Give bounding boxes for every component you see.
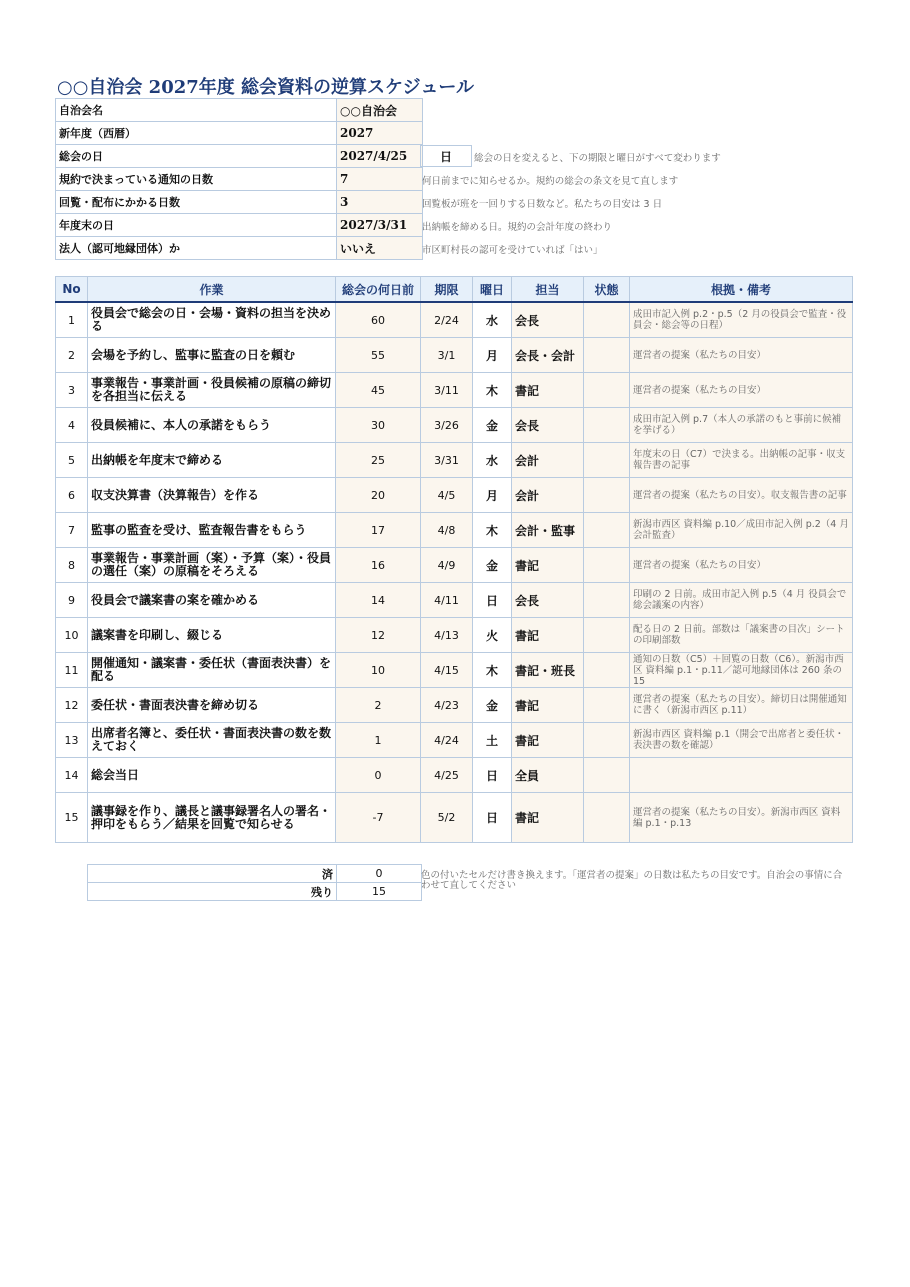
days-before-cell[interactable]: 55 [336,338,421,373]
row-number: 7 [56,513,88,548]
table-row [56,513,853,548]
settings-label: 総会の日 [56,145,337,168]
settings-value-cell[interactable]: 3 [337,191,423,214]
status-cell[interactable] [584,513,630,548]
settings-row [56,122,423,145]
days-before-cell[interactable]: 2 [336,688,421,723]
basis-cell[interactable]: 新潟市西区 資料編 p.10／成田市記入例 p.2（4 月 会計監査） [630,513,853,548]
days-before-cell[interactable]: -7 [336,793,421,843]
status-cell[interactable] [584,688,630,723]
day-of-week-cell: 日 [473,793,512,843]
task-cell: 開催通知・議案書・委任状（書面表決書）を配る [88,653,336,688]
task-cell: 役員会で総会の日・会場・資料の担当を決める [88,302,336,338]
deadline-cell: 4/24 [421,723,473,758]
settings-row [56,214,423,237]
task-cell: 委任状・書面表決書を締め切る [88,688,336,723]
table-row [56,723,853,758]
task-cell: 収支決算書（決算報告）を作る [88,478,336,513]
settings-row [56,237,423,260]
task-cell: 事業報告・事業計画（案）・予算（案）・役員の選任（案）の原稿をそろえる [88,548,336,583]
settings-label: 規約で決まっている通知の日数 [56,168,337,191]
row-number: 4 [56,408,88,443]
deadline-cell: 5/2 [421,793,473,843]
table-row [56,338,853,373]
basis-cell[interactable] [630,758,853,793]
owner-cell[interactable]: 書記 [512,548,584,583]
remaining-count: 15 [337,883,422,901]
row-number: 13 [56,723,88,758]
row-number: 1 [56,302,88,338]
meeting-day-of-week: 日 [420,145,472,167]
day-of-week-cell: 日 [473,583,512,618]
settings-label: 新年度（西暦） [56,122,337,145]
days-before-cell[interactable]: 16 [336,548,421,583]
header-day-of-week: 曜日 [473,277,512,303]
table-row [56,653,853,688]
status-cell[interactable] [584,583,630,618]
row-number: 10 [56,618,88,653]
owner-cell[interactable]: 書記 [512,373,584,408]
deadline-cell: 4/13 [421,618,473,653]
remaining-label: 残り [88,883,337,901]
day-of-week-cell: 土 [473,723,512,758]
status-cell[interactable] [584,478,630,513]
basis-cell[interactable]: 年度末の日（C7）で決まる。出納帳の記事・収支報告書の記事 [630,443,853,478]
status-cell[interactable] [584,723,630,758]
deadline-cell: 3/1 [421,338,473,373]
deadline-cell: 4/23 [421,688,473,723]
owner-cell[interactable]: 会長 [512,302,584,338]
owner-cell[interactable]: 会計・監事 [512,513,584,548]
owner-cell[interactable]: 会長・会計 [512,338,584,373]
owner-cell[interactable]: 書記 [512,618,584,653]
day-of-week-cell: 金 [473,408,512,443]
table-row [56,443,853,478]
task-cell: 出席者名簿と、委任状・書面表決書の数を数えておく [88,723,336,758]
settings-table [55,98,423,260]
basis-cell[interactable]: 新潟市西区 資料編 p.1（開会で出席者と委任状・表決書の数を確認） [630,723,853,758]
day-of-week-cell: 月 [473,338,512,373]
status-cell[interactable] [584,443,630,478]
deadline-cell: 3/26 [421,408,473,443]
task-cell: 役員会で議案書の案を確かめる [88,583,336,618]
basis-cell[interactable]: 運営者の提案（私たちの目安） [630,338,853,373]
task-cell: 議事録を作り、議長と議事録署名人の署名・押印をもらう／結果を回覧で知らせる [88,793,336,843]
settings-note-circulation-days: 回覧板が班を一回りする日数など。私たちの目安は 3 日 [422,199,663,210]
settings-note-notice-days: 何日前までに知らせるか。規約の総会の条文を見て直します [422,176,679,187]
row-number: 9 [56,583,88,618]
basis-cell[interactable]: 成田市記入例 p.7（本人の承諾のもと事前に候補を挙げる） [630,408,853,443]
days-before-cell[interactable]: 0 [336,758,421,793]
settings-value-cell[interactable]: 2027 [337,122,423,145]
row-number: 5 [56,443,88,478]
days-before-cell[interactable]: 20 [336,478,421,513]
table-row [56,478,853,513]
header-days-before: 総会の何日前 [336,277,421,303]
row-number: 2 [56,338,88,373]
basis-cell[interactable]: 運営者の提案（私たちの目安）。新潟市西区 資料編 p.1・p.13 [630,793,853,843]
task-cell: 役員候補に、本人の承諾をもらう [88,408,336,443]
table-row [56,373,853,408]
day-of-week-cell: 日 [473,758,512,793]
days-before-cell[interactable]: 45 [336,373,421,408]
settings-label: 回覧・配布にかかる日数 [56,191,337,214]
table-row [56,302,853,338]
table-row [56,548,853,583]
settings-value-cell[interactable]: いいえ [337,237,423,260]
status-cell[interactable] [584,758,630,793]
meeting-date-note: 総会の日を変えると、下の期限と曜日がすべて変わります [474,153,721,164]
days-before-cell[interactable]: 10 [336,653,421,688]
header-task: 作業 [88,277,336,303]
status-cell[interactable] [584,408,630,443]
deadline-cell: 4/5 [421,478,473,513]
owner-cell[interactable]: 書記・班長 [512,653,584,688]
status-cell[interactable] [584,618,630,653]
footer-note: 色の付いたセルだけ書き換えます。「運営者の提案」の日数は私たちの目安です。自治会の事情に合わせて直してください [421,870,843,891]
deadline-cell: 4/25 [421,758,473,793]
settings-value-cell[interactable]: 2027/4/25 [337,145,423,168]
task-cell: 会場を予約し、監事に監査の日を頼む [88,338,336,373]
status-cell[interactable] [584,302,630,338]
task-cell: 議案書を印刷し、綴じる [88,618,336,653]
settings-value-cell[interactable]: 7 [337,168,423,191]
deadline-cell: 2/24 [421,302,473,338]
done-count: 0 [337,865,422,883]
settings-row [56,145,423,168]
status-cell[interactable] [584,338,630,373]
table-row [56,618,853,653]
table-row [56,758,853,793]
owner-cell[interactable]: 会長 [512,408,584,443]
owner-cell[interactable]: 書記 [512,793,584,843]
day-of-week-cell: 月 [473,478,512,513]
settings-row [56,99,423,122]
status-cell[interactable] [584,793,630,843]
days-before-cell[interactable]: 25 [336,443,421,478]
basis-cell[interactable]: 運営者の提案（私たちの目安） [630,548,853,583]
days-before-cell[interactable]: 30 [336,408,421,443]
settings-note-corporation: 市区町村長の認可を受けていれば「はい」 [422,245,603,256]
table-row [56,688,853,723]
row-number: 12 [56,688,88,723]
schedule-table [55,276,853,843]
settings-label: 自治会名 [56,99,337,122]
deadline-cell: 4/8 [421,513,473,548]
table-row [56,583,853,618]
row-number: 6 [56,478,88,513]
owner-cell[interactable]: 全員 [512,758,584,793]
deadline-cell: 3/11 [421,373,473,408]
basis-cell[interactable]: 運営者の提案（私たちの目安）。収支報告書の記事 [630,478,853,513]
deadline-cell: 4/9 [421,548,473,583]
owner-cell[interactable]: 会長 [512,583,584,618]
owner-cell[interactable]: 書記 [512,723,584,758]
task-cell: 事業報告・事業計画・役員候補の原稿の締切を各担当に伝える [88,373,336,408]
settings-note-year-end: 出納帳を締める日。規約の会計年度の終わり [422,222,613,233]
basis-cell[interactable]: 運営者の提案（私たちの目安） [630,373,853,408]
page-title: ○○自治会 2027年度 総会資料の逆算スケジュール [57,77,474,98]
deadline-cell: 3/31 [421,443,473,478]
table-row [56,408,853,443]
row-number: 11 [56,653,88,688]
row-number: 3 [56,373,88,408]
day-of-week-cell: 金 [473,548,512,583]
day-of-week-cell: 火 [473,618,512,653]
owner-cell[interactable]: 書記 [512,688,584,723]
status-cell[interactable] [584,548,630,583]
header-basis: 根拠・備考 [630,277,853,303]
owner-cell[interactable]: 会計 [512,478,584,513]
done-label: 済 [88,865,337,883]
settings-label: 法人（認可地縁団体）か [56,237,337,260]
status-cell[interactable] [584,373,630,408]
day-of-week-cell: 木 [473,653,512,688]
basis-cell[interactable]: 通知の日数（C5）＋回覧の日数（C6）。新潟市西区 資料編 p.1・p.11／認可地縁団体は 260 条の 15 [630,653,853,688]
day-of-week-cell: 水 [473,302,512,338]
settings-label: 年度末の日 [56,214,337,237]
days-before-cell[interactable]: 1 [336,723,421,758]
settings-row [56,168,423,191]
day-of-week-cell: 水 [473,443,512,478]
header-status: 状態 [584,277,630,303]
settings-value-cell[interactable]: 2027/3/31 [337,214,423,237]
day-of-week-cell: 木 [473,373,512,408]
days-before-cell[interactable]: 12 [336,618,421,653]
task-cell: 総会当日 [88,758,336,793]
day-of-week-cell: 金 [473,688,512,723]
task-cell: 出納帳を年度末で締める [88,443,336,478]
task-cell: 監事の監査を受け、監査報告書をもらう [88,513,336,548]
header-deadline: 期限 [421,277,473,303]
deadline-cell: 4/15 [421,653,473,688]
basis-cell[interactable]: 運営者の提案（私たちの目安）。締切日は開催通知に書く（新潟市西区 p.11） [630,688,853,723]
basis-cell[interactable]: 印刷の 2 日前。成田市記入例 p.5（4 月 役員会で総会議案の内容） [630,583,853,618]
table-row [56,793,853,843]
header-owner: 担当 [512,277,584,303]
basis-cell[interactable]: 配る日の 2 日前。部数は「議案書の目次」シートの印刷部数 [630,618,853,653]
settings-value-cell[interactable]: ○○自治会 [337,99,423,122]
days-before-cell[interactable]: 14 [336,583,421,618]
deadline-cell: 4/11 [421,583,473,618]
day-of-week-cell: 木 [473,513,512,548]
summary-table [87,864,422,901]
days-before-cell[interactable]: 17 [336,513,421,548]
row-number: 8 [56,548,88,583]
header-no: No [56,277,88,303]
row-number: 15 [56,793,88,843]
days-before-cell[interactable]: 60 [336,302,421,338]
owner-cell[interactable]: 会計 [512,443,584,478]
row-number: 14 [56,758,88,793]
settings-row [56,191,423,214]
status-cell[interactable] [584,653,630,688]
basis-cell[interactable]: 成田市記入例 p.2・p.5（2 月の役員会で監査・役員会・総会等の日程） [630,302,853,338]
